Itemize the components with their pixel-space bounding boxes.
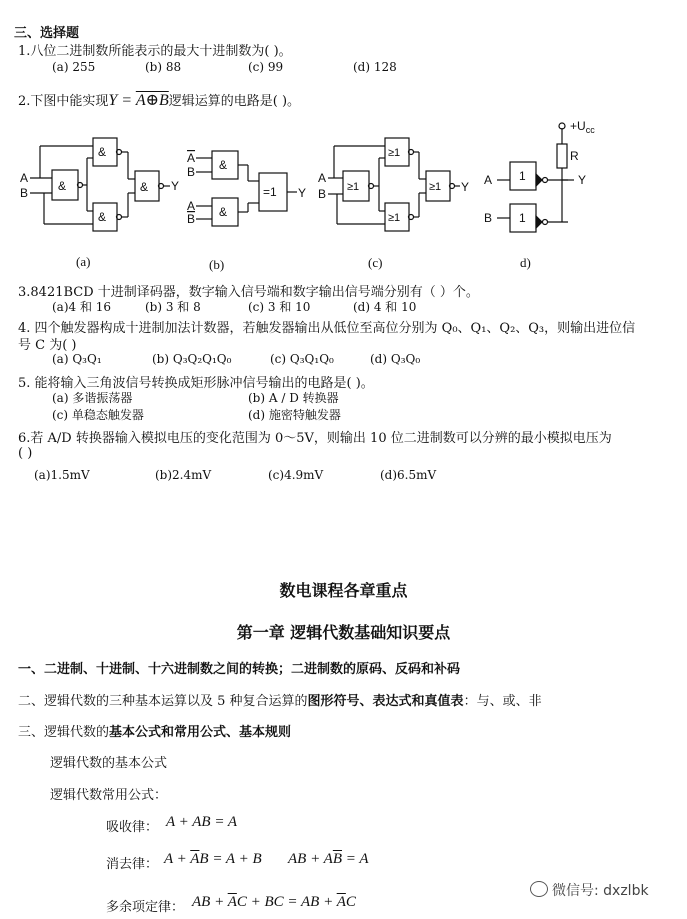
label-y-out: Y xyxy=(171,179,180,193)
point-2-post: ：与、或、非 xyxy=(463,694,542,709)
q1-option-d: (d) 128 xyxy=(353,60,397,74)
elim-formula-2: AB + $A\overline{B} = A$ xyxy=(288,851,369,867)
q1-option-b: (b) 88 xyxy=(145,60,182,74)
chapter-heading: 第一章 逻辑代数基础知识要点 xyxy=(236,623,451,642)
question-2 xyxy=(18,90,300,110)
q4-option-c: (c) Q₃Q₁Q₀ xyxy=(270,352,334,366)
label-a-in: A xyxy=(318,171,327,185)
question-1: 1.八位二进制数所能表示的最大十进制数为( )。 xyxy=(18,44,292,59)
question-5: 5. 能将输入三角波信号转换成矩形脉冲信号输出的电路是( )。 xyxy=(18,376,374,391)
label-ucc: $+U_{cc}$ xyxy=(570,119,595,135)
circuit-diagrams xyxy=(0,118,687,278)
point-2-pre: 二、逻辑代数的三种基本运算以及 5 种复合运算的 xyxy=(18,694,308,709)
gate-and: & xyxy=(219,158,228,172)
q5-option-a: (a) 多谐振荡器 xyxy=(52,391,133,405)
gate-not: 1 xyxy=(519,211,526,225)
q5-option-d: (d) 施密特触发器 xyxy=(248,408,341,422)
q3-option-d: (d) 4 和 10 xyxy=(353,300,417,314)
absorb-label: 吸收律： xyxy=(106,820,159,835)
elim-formula-1: $A + \overline{A}B = A + B$ xyxy=(164,851,262,867)
circuit-d xyxy=(497,123,574,232)
point-2 xyxy=(18,690,542,709)
question-4-line2: 号 C 为( ) xyxy=(18,338,77,353)
point-2-bold: 图形符号、表达式和真值表 xyxy=(307,694,464,709)
label-b-in: B xyxy=(20,186,29,200)
label-y-out: Y xyxy=(461,180,470,194)
question-3: 3.8421BCD 十进制译码器，数字输入信号端和数字输出信号端分别有（ ）个。 xyxy=(18,285,479,300)
caption-d: d) xyxy=(520,255,531,270)
watermark: 微信号: dxzlbk xyxy=(530,880,649,900)
label-a-bar: A xyxy=(187,151,196,165)
section-title: 三、选择题 xyxy=(14,26,80,41)
q3-option-c: (c) 3 和 10 xyxy=(248,300,311,314)
question-6-line1: 6.若 A/D 转换器输入模拟电压的变化范围为 0～5V，则输出 10 位二进制数可以分辨的最小模拟电压为 xyxy=(18,431,612,446)
elim-label: 消去律： xyxy=(106,857,159,872)
q1-option-c: (c) 99 xyxy=(248,60,284,74)
point-3-bold: 基本公式和常用公式、基本规则 xyxy=(109,725,292,740)
q5-option-b: (b) A / D 转换器 xyxy=(248,391,339,405)
label-b: B xyxy=(187,165,196,179)
gate-and: & xyxy=(140,180,149,194)
label-a: A xyxy=(187,199,196,213)
main-heading: 数电课程各章重点 xyxy=(279,581,408,600)
q6-option-c: (c)4.9mV xyxy=(268,468,324,482)
redund-label: 多余项定律： xyxy=(106,900,185,915)
redund-formula: AB + $\overline{A}C$ + BC = AB + $\overline{A}C$ xyxy=(192,894,356,910)
gate-not: 1 xyxy=(519,169,526,183)
q6-option-a: (a)1.5mV xyxy=(34,468,90,482)
wechat-icon xyxy=(530,881,548,897)
gate-or: ≥1 xyxy=(388,212,401,224)
gate-or: ≥1 xyxy=(388,147,401,159)
gate-or: ≥1 xyxy=(347,181,360,193)
circuit-b xyxy=(196,151,297,226)
caption-a: (a) xyxy=(76,254,91,269)
q4-option-d: (d) Q₃Q₀ xyxy=(370,352,421,366)
q2-formula: Y = A⊕B xyxy=(108,92,169,109)
label-y-out: Y xyxy=(298,186,307,200)
question-4-line1: 4. 四个触发器构成十进制加法计数器，若触发器输出从低位至高位分别为 Q₀、Q₁、Q₂、Q₃，则输出进位信 xyxy=(18,321,636,336)
q4-option-a: (a) Q₃Q₁ xyxy=(52,352,102,366)
q3-option-a: (a)4 和 16 xyxy=(52,300,112,314)
label-b-in: B xyxy=(484,211,493,225)
q3-option-b: (b) 3 和 8 xyxy=(145,300,201,314)
caption-b: (b) xyxy=(209,257,225,272)
gate-and: & xyxy=(219,205,228,219)
point-1: 一、二进制、十进制、十六进制数之间的转换；二进制数的原码、反码和补码 xyxy=(18,662,461,677)
gate-xor: =1 xyxy=(263,185,277,199)
point-3-pre: 三、逻辑代数的 xyxy=(18,725,110,740)
label-a-in: A xyxy=(484,173,493,187)
q5-option-c: (c) 单稳态触发器 xyxy=(52,408,144,422)
absorb-formula: A + AB = A xyxy=(166,814,238,830)
q6-option-b: (b)2.4mV xyxy=(155,468,212,482)
q1-option-a: (a) 255 xyxy=(52,60,96,74)
caption-c: (c) xyxy=(368,255,383,270)
common-formulas: 逻辑代数常用公式： xyxy=(50,788,168,803)
gate-and: & xyxy=(98,210,107,224)
question-6-line2: ( ) xyxy=(18,446,33,461)
q2-text-post: 逻辑运算的电路是( )。 xyxy=(168,94,301,109)
q6-option-d: (d)6.5mV xyxy=(380,468,437,482)
q2-text-pre: 2.下图中能实现 xyxy=(18,94,109,109)
label-b-in: B xyxy=(318,187,327,201)
gate-and: & xyxy=(58,179,67,193)
gate-or: ≥1 xyxy=(429,181,442,193)
label-b-bar: B xyxy=(187,212,196,226)
basic-formulas: 逻辑代数的基本公式 xyxy=(50,756,168,771)
label-a-in: A xyxy=(20,171,29,185)
gate-and: & xyxy=(98,145,107,159)
point-3 xyxy=(18,721,291,740)
q4-option-b: (b) Q₃Q₂Q₁Q₀ xyxy=(152,352,232,366)
label-r: R xyxy=(570,149,579,163)
label-y-out: Y xyxy=(578,173,587,187)
